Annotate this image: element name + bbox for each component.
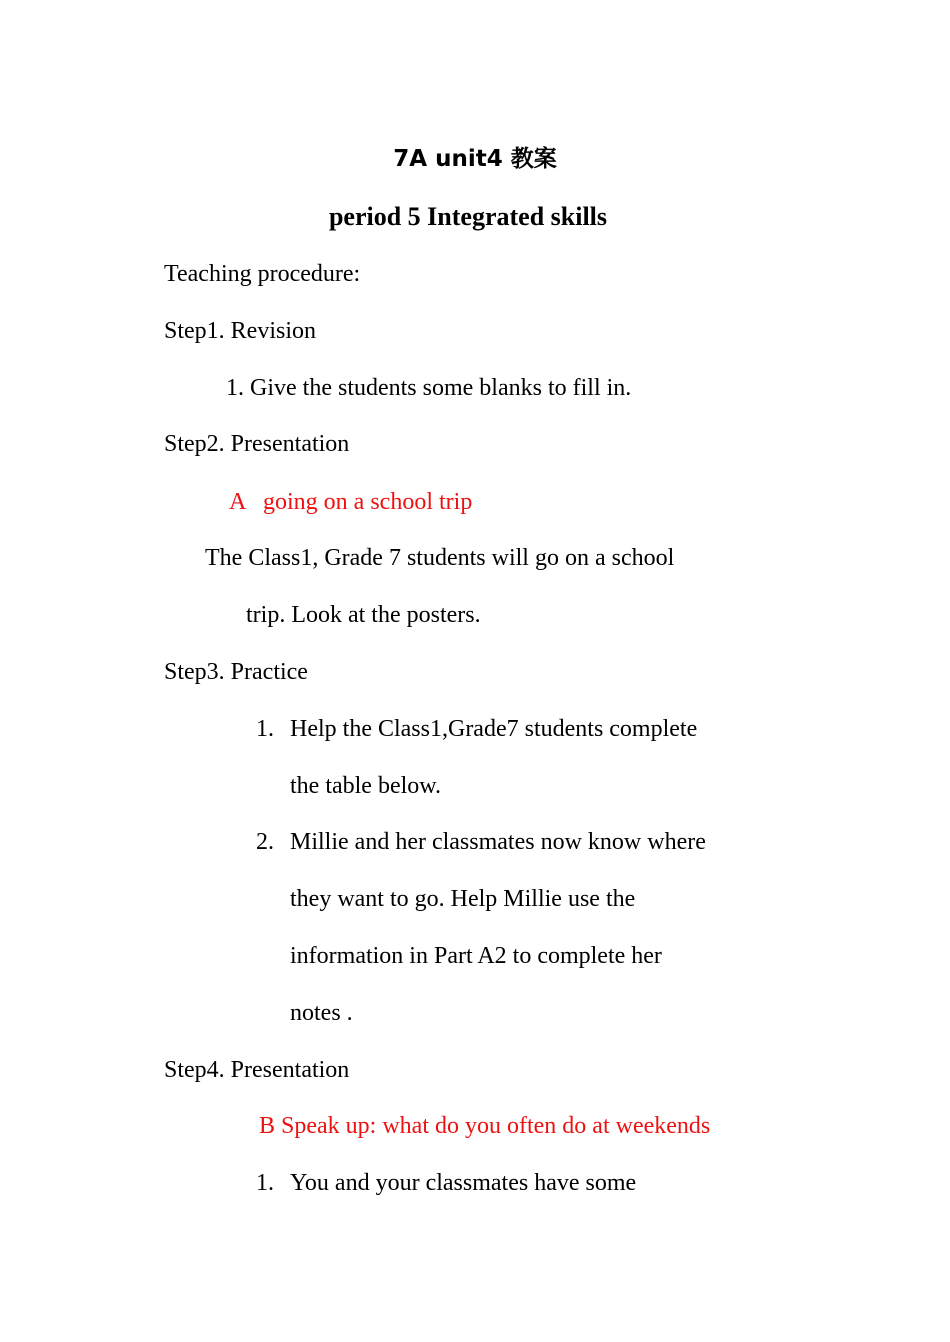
step1-heading: Step1. Revision <box>164 318 317 344</box>
list-item-line: information in Part A2 to complete her <box>290 943 662 969</box>
list-item-line: notes . <box>290 1000 353 1026</box>
list-item-number: 2. <box>256 829 274 855</box>
section-a-heading: A going on a school trip <box>229 489 473 515</box>
step3-heading: Step3. Practice <box>164 659 308 685</box>
list-item-number: 1. <box>256 1170 274 1196</box>
step2-heading: Step2. Presentation <box>164 431 350 457</box>
list-item-line: Help the Class1,Grade7 students complete <box>290 716 698 742</box>
step1-item: 1. Give the students some blanks to fill in. <box>226 375 632 401</box>
step4-heading: Step4. Presentation <box>164 1057 350 1083</box>
list-item-line: You and your classmates have some <box>290 1170 637 1196</box>
step2-text-line: trip. Look at the posters. <box>246 602 481 628</box>
list-item-line: Millie and her classmates now know where <box>290 829 706 855</box>
section-b-heading: B Speak up: what do you often do at weekends <box>259 1113 711 1139</box>
step2-text-line: The Class1, Grade 7 students will go on a school <box>205 545 675 571</box>
list-item-line: they want to go. Help Millie use the <box>290 886 636 912</box>
intro-text: Teaching procedure: <box>164 261 361 287</box>
list-item-line: the table below. <box>290 773 442 799</box>
list-item-number: 1. <box>256 716 274 742</box>
document-title: 7A unit4 教案 <box>393 146 557 172</box>
document-subtitle: period 5 Integrated skills <box>328 202 608 231</box>
